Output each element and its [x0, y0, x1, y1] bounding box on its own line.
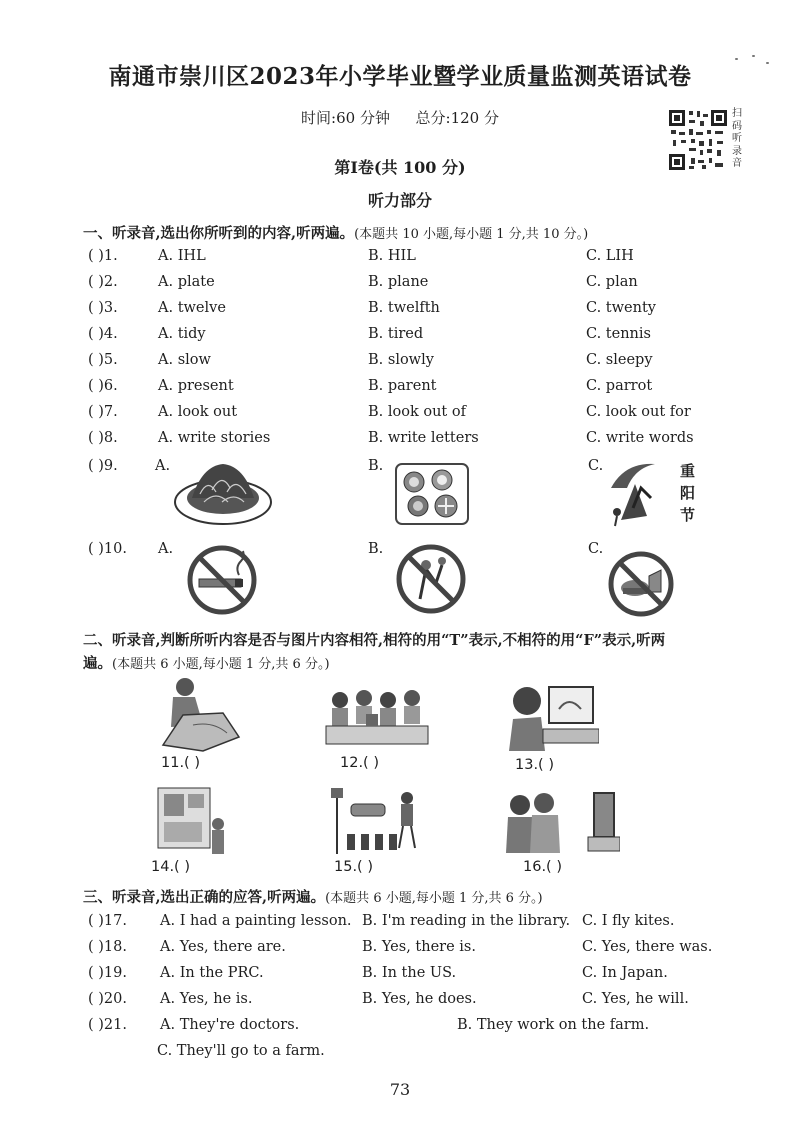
q17-option-c[interactable]: C. I fly kites. — [582, 913, 675, 929]
no-smoking-sign-icon — [183, 545, 261, 615]
q2-option-c[interactable]: C. plan — [586, 274, 638, 290]
caption-14[interactable]: 14.( ) — [151, 859, 190, 875]
q20-option-a[interactable]: A. Yes, he is. — [160, 991, 253, 1007]
q8-option-a[interactable]: A. write stories — [158, 430, 271, 446]
q7-option-b[interactable]: B. look out of — [368, 404, 466, 420]
q5-option-a[interactable]: A. slow — [158, 352, 211, 368]
q17-option-b[interactable]: B. I'm reading in the library. — [362, 913, 571, 929]
q4-option-c[interactable]: C. tennis — [586, 326, 651, 342]
picture-16-girls-television — [500, 787, 620, 853]
q9-option-a[interactable]: A. — [155, 458, 171, 474]
q19-option-c[interactable]: C. In Japan. — [582, 965, 668, 981]
q7-option-a[interactable]: A. look out — [158, 404, 238, 420]
section2-note: (本题共 6 小题,每小题 1 分,共 6 分。) — [112, 657, 330, 672]
q1-option-a[interactable]: A. IHL — [158, 248, 206, 264]
qr-side-text: 扫码听录音 — [732, 108, 742, 169]
volume-heading: 第Ⅰ卷(共 100 分) — [334, 158, 466, 177]
section3-title — [83, 886, 543, 907]
q6-num: ( )6. — [88, 378, 118, 394]
q9-num: ( )9. — [88, 458, 118, 474]
double-ninth-festival-image — [605, 458, 685, 530]
no-picking-flowers-sign-icon — [392, 543, 470, 615]
caption-15[interactable]: 15.( ) — [334, 859, 373, 875]
picture-14-poster-room — [148, 784, 228, 858]
q17-num: ( )17. — [88, 913, 127, 929]
char-2: 阳 — [680, 484, 696, 502]
section3-title-text: 三、听录音,选出正确的应答,听两遍。 — [83, 889, 326, 906]
char-3: 节 — [680, 506, 696, 524]
q4-option-a[interactable]: A. tidy — [158, 326, 206, 342]
scan-speck — [735, 58, 738, 60]
q21-num: ( )21. — [88, 1017, 127, 1033]
q18-option-a[interactable]: A. Yes, there are. — [160, 939, 286, 955]
q5-option-c[interactable]: C. sleepy — [586, 352, 653, 368]
picture-11-washing — [143, 675, 243, 755]
q9-option-c[interactable]: C. — [588, 458, 604, 474]
q2-option-a[interactable]: A. plate — [158, 274, 215, 290]
q8-num: ( )8. — [88, 430, 118, 446]
section2-title-line2 — [83, 652, 330, 673]
q3-option-b[interactable]: B. twelfth — [368, 300, 440, 316]
q8-option-c[interactable]: C. write words — [586, 430, 694, 446]
double-ninth-text — [680, 460, 696, 526]
q17-option-a[interactable]: A. I had a painting lesson. — [160, 913, 352, 929]
section3-note: (本题共 6 小题,每小题 1 分,共 6 分。) — [325, 891, 543, 906]
q10-option-c[interactable]: C. — [588, 541, 604, 557]
caption-16[interactable]: 16.( ) — [523, 859, 562, 875]
section1-title — [83, 222, 588, 243]
page-number: 73 — [389, 1080, 411, 1099]
q10-option-a[interactable]: A. — [158, 541, 174, 557]
q9-option-b[interactable]: B. — [368, 458, 384, 474]
q6-option-c[interactable]: C. parrot — [586, 378, 653, 394]
q19-num: ( )19. — [88, 965, 127, 981]
q1-option-c[interactable]: C. LIH — [586, 248, 634, 264]
q18-num: ( )18. — [88, 939, 127, 955]
q7-num: ( )7. — [88, 404, 118, 420]
q8-option-b[interactable]: B. write letters — [368, 430, 479, 446]
q20-option-b[interactable]: B. Yes, he does. — [362, 991, 477, 1007]
q10-option-b[interactable]: B. — [368, 541, 384, 557]
exam-title: 南通市崇川区2023年小学毕业暨学业质量监测英语试卷 — [108, 63, 692, 90]
mooncakes-box-image — [392, 460, 472, 528]
caption-13[interactable]: 13.( ) — [515, 757, 554, 773]
q5-num: ( )5. — [88, 352, 118, 368]
q3-option-a[interactable]: A. twelve — [158, 300, 226, 316]
q19-option-b[interactable]: B. In the US. — [362, 965, 457, 981]
caption-12[interactable]: 12.( ) — [340, 755, 379, 771]
q3-option-c[interactable]: C. twenty — [586, 300, 656, 316]
score-label: 总分:120 分 — [415, 109, 499, 127]
q20-num: ( )20. — [88, 991, 127, 1007]
picture-13-girl-computer — [503, 679, 599, 751]
q18-option-b[interactable]: B. Yes, there is. — [362, 939, 476, 955]
q10-num: ( )10. — [88, 541, 127, 557]
char-1: 重 — [680, 462, 696, 480]
q1-option-b[interactable]: B. HIL — [368, 248, 416, 264]
dumplings-plate-image — [172, 456, 274, 528]
q21-option-c[interactable]: C. They'll go to a farm. — [157, 1043, 325, 1059]
caption-11[interactable]: 11.( ) — [161, 755, 200, 771]
section2-title2-text: 遍。 — [83, 655, 112, 672]
section2-title: 二、听录音,判断所听内容是否与图片内容相符,相符的用“T”表示,不相符的用“F”表示,听两 — [83, 632, 666, 649]
time-label: 时间:60 分钟 — [301, 109, 390, 127]
part-heading: 听力部分 — [367, 191, 432, 210]
q6-option-a[interactable]: A. present — [158, 378, 234, 394]
section1-note: (本题共 10 小题,每小题 1 分,共 10 分。) — [354, 227, 589, 242]
q20-option-c[interactable]: C. Yes, he will. — [582, 991, 689, 1007]
q19-option-a[interactable]: A. In the PRC. — [160, 965, 264, 981]
q5-option-b[interactable]: B. slowly — [368, 352, 434, 368]
section1-title-text: 一、听录音,选出你所听到的内容,听两遍。 — [83, 225, 355, 242]
q21-option-a[interactable]: A. They're doctors. — [160, 1017, 300, 1033]
q4-option-b[interactable]: B. tired — [368, 326, 424, 342]
no-food-sign-icon — [605, 550, 677, 618]
q7-option-c[interactable]: C. look out for — [586, 404, 691, 420]
q2-num: ( )2. — [88, 274, 118, 290]
q6-option-b[interactable]: B. parent — [368, 378, 437, 394]
q18-option-c[interactable]: C. Yes, there was. — [582, 939, 713, 955]
scan-speck — [752, 55, 755, 57]
picture-15-crossing — [327, 784, 419, 856]
q21-option-b[interactable]: B. They work on the farm. — [457, 1017, 650, 1033]
q3-num: ( )3. — [88, 300, 118, 316]
picture-12-children-eating — [322, 684, 432, 748]
q4-num: ( )4. — [88, 326, 118, 342]
scan-speck — [766, 62, 769, 64]
q1-num: ( )1. — [88, 248, 118, 264]
q2-option-b[interactable]: B. plane — [368, 274, 429, 290]
